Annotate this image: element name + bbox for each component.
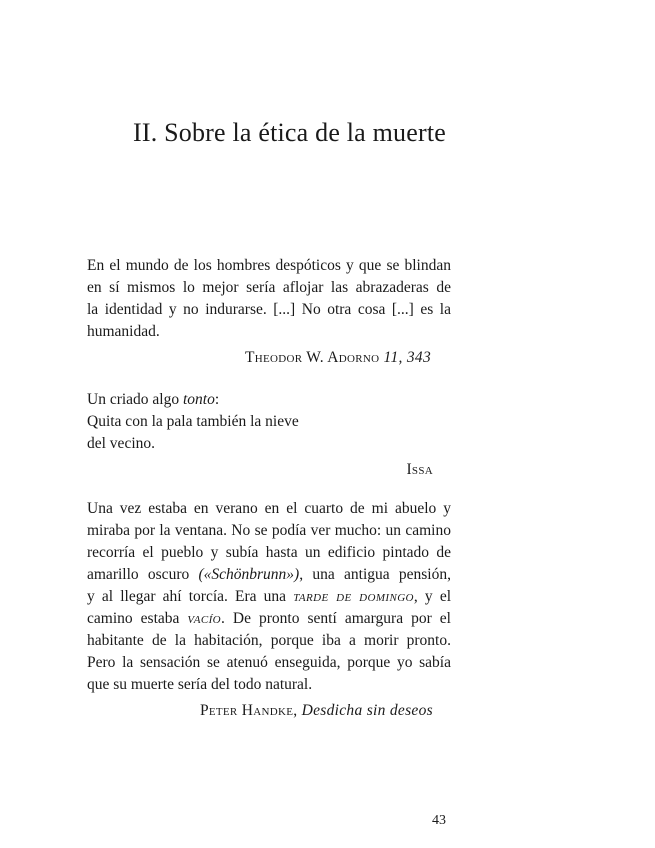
haiku-line: Quita con la pala también la nieve bbox=[87, 413, 299, 430]
attribution-author: Issa bbox=[406, 461, 433, 478]
haiku-line1-suffix: : bbox=[214, 391, 220, 408]
epigraph-issa bbox=[87, 389, 451, 481]
epigraph-line bbox=[87, 586, 451, 608]
line4-suffix: , una antigua pensión, bbox=[299, 566, 451, 583]
epigraph-line: recorría el pueblo y subía hasta un edificio pintado de bbox=[87, 544, 451, 561]
attribution-work: Desdicha sin deseos bbox=[301, 702, 433, 719]
epigraph-line: Una vez estaba en verano en el cuarto de mi abuelo y bbox=[87, 500, 451, 517]
epigraph-line: miraba por la ventana. No se podía ver mucho: un camino bbox=[87, 522, 451, 539]
epigraph-line bbox=[87, 564, 451, 586]
attribution-separator: , bbox=[293, 702, 302, 719]
line6-suffix: . De pronto sentí amargura por el bbox=[221, 610, 451, 627]
epigraph-line: en sí mismos lo mejor sería aflojar las abrazaderas de bbox=[87, 279, 451, 296]
epigraph-line: que su muerte sería del todo natural. bbox=[87, 676, 313, 693]
attribution-reference: 11, 343 bbox=[383, 349, 431, 366]
line4-emphasis: («Schönbrunn») bbox=[198, 566, 300, 583]
line6-emphasis: vacío bbox=[187, 610, 221, 627]
line5-prefix: y al llegar ahí torcía. Era una bbox=[87, 588, 294, 605]
epigraph-attribution bbox=[87, 459, 451, 481]
line5-emphasis: tarde de domingo bbox=[293, 588, 414, 605]
line5-suffix: , y el bbox=[413, 588, 452, 605]
haiku-line: del vecino. bbox=[87, 435, 156, 452]
attribution-author: Peter Handke bbox=[199, 702, 294, 719]
line6-prefix: camino estaba bbox=[87, 610, 188, 627]
chapter-title-text: Sobre la ética de la muerte bbox=[164, 118, 447, 147]
epigraph-line: humanidad. bbox=[87, 323, 160, 340]
attribution-author: Theodor W. Adorno bbox=[244, 349, 380, 366]
epigraph-attribution bbox=[87, 347, 451, 369]
page-number: 43 bbox=[432, 813, 446, 828]
epigraph-line: Pero la sensación se atenuó enseguida, porque yo sabía bbox=[87, 654, 451, 671]
haiku-line1-prefix: Un criado algo bbox=[87, 391, 183, 408]
epigraph-line: habitante de la habitación, porque iba a morir pronto. bbox=[87, 632, 451, 649]
line4-prefix: amarillo oscuro bbox=[87, 566, 199, 583]
epigraph-line: la identidad y no indurarse. [...] No otra cosa [...] es la bbox=[87, 301, 451, 318]
epigraph-adorno bbox=[87, 255, 451, 369]
epigraph-attribution bbox=[87, 700, 451, 722]
haiku-emphasis: tonto bbox=[182, 391, 215, 408]
haiku-line bbox=[87, 389, 451, 411]
epigraph-handke bbox=[87, 498, 451, 722]
epigraph-line: En el mundo de los hombres despóticos y que se blindan bbox=[87, 257, 451, 274]
epigraph-line bbox=[87, 608, 451, 630]
chapter-title bbox=[133, 118, 446, 148]
chapter-number: II. bbox=[133, 118, 158, 147]
